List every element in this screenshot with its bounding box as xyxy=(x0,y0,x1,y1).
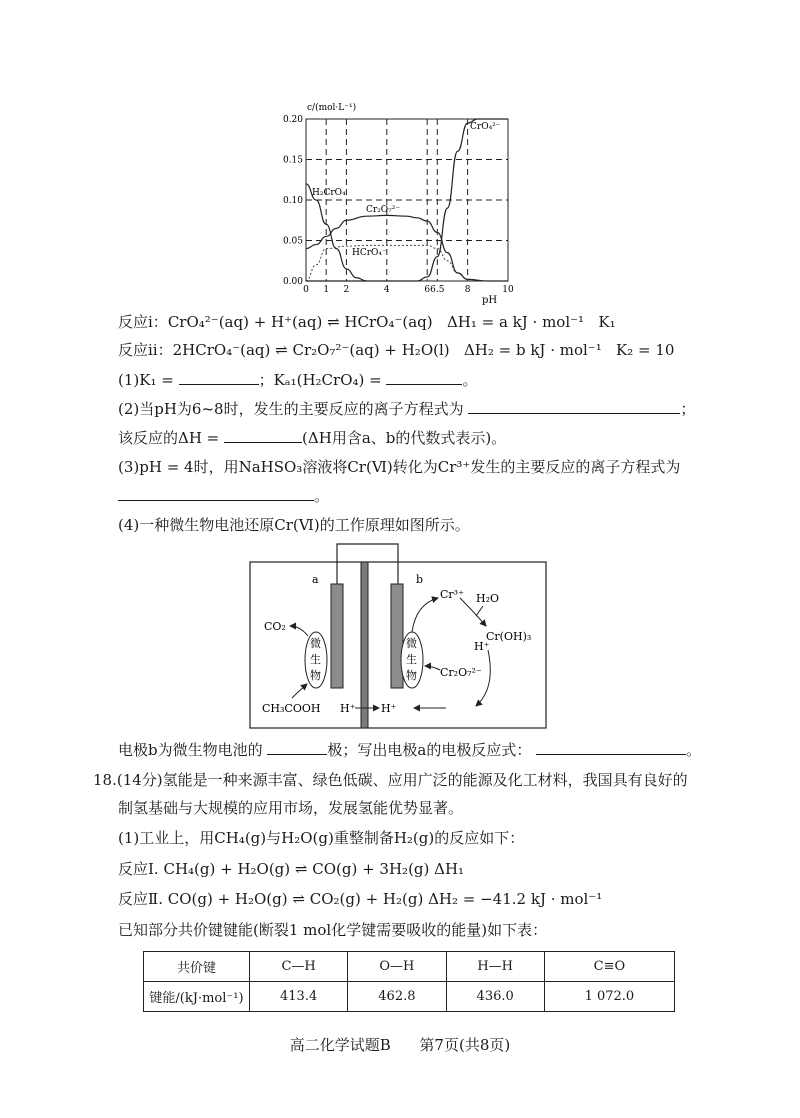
table-header: O—H xyxy=(348,952,446,982)
electrode-a xyxy=(331,584,343,688)
x-tick-label: 10 xyxy=(502,285,514,295)
question-3-answer xyxy=(118,486,329,506)
question-18-line2 xyxy=(118,798,463,818)
q2-equation-blank[interactable] xyxy=(468,399,680,414)
arrow-to-co2 xyxy=(290,626,308,636)
table-cell: 436.0 xyxy=(446,982,544,1012)
reaction-i xyxy=(118,312,616,332)
q2-text: (2)当pH为6~8时，发生的主要反应的离子方程式为 xyxy=(118,400,464,418)
y-tick-label: 0.00 xyxy=(282,277,303,287)
co2-label: CO₂ xyxy=(264,620,286,633)
electrode-b xyxy=(391,584,403,688)
microbe-left-3: 物 xyxy=(310,669,321,682)
q2-dh-hint: (ΔH用含a、b的代数式表示)。 xyxy=(302,429,507,447)
arrow-cr2o7-to-microbe xyxy=(425,666,440,670)
reaction-II-text: 反应Ⅱ. CO(g) + H₂O(g) ⇌ CO₂(g) + H₂(g) ΔH₂ = −41.2 kJ · mol⁻¹ xyxy=(118,890,603,908)
x-tick-label: 1 xyxy=(323,285,330,295)
microbe-right-3: 物 xyxy=(406,669,417,682)
h2o-label: H₂O xyxy=(476,592,500,605)
h-plus-left: H⁺ xyxy=(340,702,356,715)
page-footer xyxy=(0,1034,800,1055)
q4-equation-blank[interactable] xyxy=(536,740,686,755)
known-text: 已知部分共价键键能(断裂1 mol化学键需要吸收的能量)如下表： xyxy=(118,921,548,939)
q3-end: 。 xyxy=(314,487,330,505)
reaction-ii-k: K₂ = 10 xyxy=(616,341,675,359)
table-cell: 413.4 xyxy=(250,982,348,1012)
proton-membrane xyxy=(361,562,368,728)
x-tick-label: 6.5 xyxy=(430,285,445,295)
chart-xlabel: pH xyxy=(482,295,498,306)
question-3 xyxy=(118,457,680,477)
q1-end: 。 xyxy=(462,371,478,389)
reaction-i-k: K₁ xyxy=(598,313,616,331)
electrode-b-label: b xyxy=(416,573,424,586)
microbe-left-1: 微 xyxy=(310,637,321,650)
arrow-h2o-in xyxy=(476,606,483,616)
electrode-a-label: a xyxy=(312,573,319,586)
reaction-ii xyxy=(118,340,674,360)
q4-equation-text: 极；写出电极a的电极反应式： xyxy=(327,741,532,759)
known-bond-energy xyxy=(118,920,547,940)
reaction-i-prefix: 反应ⅰ： xyxy=(118,313,168,331)
q4-end: 。 xyxy=(686,741,702,759)
q1-ka1-label: ；Kₐ₁(H₂CrO₄) = xyxy=(258,371,382,389)
cr3-label: Cr³⁺ xyxy=(440,588,464,601)
table-header: C—H xyxy=(250,952,348,982)
chart-grid xyxy=(306,119,508,281)
q1-ka1-blank[interactable] xyxy=(386,370,462,385)
x-tick-label: 4 xyxy=(383,285,390,295)
reaction-I xyxy=(118,859,464,879)
reaction-ii-dh: ΔH₂ = b kJ · mol⁻¹ xyxy=(463,341,602,359)
q4-polarity-blank[interactable] xyxy=(267,740,327,755)
table-header: C≡O xyxy=(544,952,674,982)
cr2o7-label: Cr₂O₇²⁻ xyxy=(440,666,482,679)
label-cro4: CrO₄²⁻ xyxy=(470,122,501,132)
series-line-0 xyxy=(306,184,367,281)
y-tick-label: 0.15 xyxy=(282,155,303,166)
label-hcro4: HCrO₄⁻ xyxy=(352,248,387,258)
q2-end: ； xyxy=(680,400,696,418)
reaction-i-dh: ΔH₁ = a kJ · mol⁻¹ xyxy=(446,313,585,331)
reaction-I-text: 反应Ⅰ. CH₄(g) + H₂O(g) ⇌ CO(g) + 3H₂(g) ΔH₁ xyxy=(118,860,465,878)
q18-part1-text: (1)工业上，用CH₄(g)与H₂O(g)重整制备H₂(g)的反应如下： xyxy=(118,829,525,847)
croh3-label: Cr(OH)₃ xyxy=(486,630,532,643)
question-2 xyxy=(118,399,695,419)
q18-intro-1: 18.(14分)氢能是一种来源丰富、绿色低碳、应用广泛的能源及化工材料，我国具有良好的 xyxy=(93,771,688,789)
y-tick-label: 0.20 xyxy=(282,115,303,125)
reaction-i-equation: CrO₄²⁻(aq) + H⁺(aq) ⇌ HCrO₄⁻(aq) xyxy=(167,313,433,331)
series-line-1 xyxy=(306,245,508,281)
x-tick-label: 2 xyxy=(343,285,350,295)
table-header: 共价键 xyxy=(144,952,250,982)
question-18-line1 xyxy=(93,770,688,790)
table-cell: 462.8 xyxy=(348,982,446,1012)
x-tick-label: 8 xyxy=(464,285,471,295)
x-tick-label: 0 xyxy=(303,285,309,295)
bond-energy-table xyxy=(143,951,675,1012)
q1-k1-blank[interactable] xyxy=(179,370,259,385)
q4-electrode-text: 电极b为微生物电池的 xyxy=(118,741,263,759)
q3-text: (3)pH = 4时，用NaHSO₃溶液将Cr(Ⅵ)转化为Cr³⁺发生的主要反应的离子方程式为 xyxy=(118,458,681,476)
ch3cooh-label: CH₃COOH xyxy=(262,702,321,715)
table-header-row xyxy=(144,952,675,982)
question-1 xyxy=(118,370,478,390)
microbe-right-2: 生 xyxy=(406,653,417,666)
label-h2cro4: H₂CrO₄ xyxy=(312,188,346,198)
reaction-ii-prefix: 反应ⅱ： xyxy=(118,341,173,359)
footer-title: 高二化学试题B xyxy=(289,1036,391,1054)
table-cell: 键能/(kJ·mol⁻¹) xyxy=(144,982,250,1012)
concentration-ph-chart xyxy=(0,0,800,310)
table-cell: 1 072.0 xyxy=(544,982,674,1012)
reaction-ii-equation: 2HCrO₄⁻(aq) ⇌ Cr₂O₇²⁻(aq) + H₂O(l) xyxy=(172,341,450,359)
chart-ylabel: c/(mol·L⁻¹) xyxy=(307,103,357,113)
q1-k1-label: (1)K₁ = xyxy=(118,371,174,389)
table-header: H—H xyxy=(446,952,544,982)
arrow-ch3cooh-to-microbe xyxy=(292,684,307,698)
footer-page: 第7页(共8页) xyxy=(419,1036,511,1054)
microbe-left-2: 生 xyxy=(310,653,321,666)
table-row xyxy=(144,982,675,1012)
question-4 xyxy=(118,515,470,535)
label-cr2o7: Cr₂O₇²⁻ xyxy=(366,205,401,215)
y-tick-label: 0.10 xyxy=(282,196,303,206)
x-tick-label: 6 xyxy=(424,285,431,295)
question-18-part1 xyxy=(118,828,524,848)
question-2-dh xyxy=(118,428,506,448)
h-plus-top-label: H⁺ xyxy=(474,640,490,653)
microbial-cell-diagram xyxy=(0,538,800,738)
reaction-II xyxy=(118,889,602,909)
question-4-answer xyxy=(118,740,701,760)
q2-dh-label: 该反应的ΔH = xyxy=(118,429,220,447)
q4-text: (4)一种微生物电池还原Cr(Ⅵ)的工作原理如图所示。 xyxy=(118,516,470,534)
h-plus-right: H⁺ xyxy=(381,702,397,715)
y-tick-label: 0.05 xyxy=(282,236,303,247)
arrow-microbe-to-cr3 xyxy=(412,598,438,632)
q2-dh-blank[interactable] xyxy=(224,428,302,443)
q18-intro-2: 制氢基础与大规模的应用市场，发展氢能优势显著。 xyxy=(118,799,464,817)
q3-equation-blank[interactable] xyxy=(118,486,314,501)
microbe-right-1: 微 xyxy=(406,637,417,650)
